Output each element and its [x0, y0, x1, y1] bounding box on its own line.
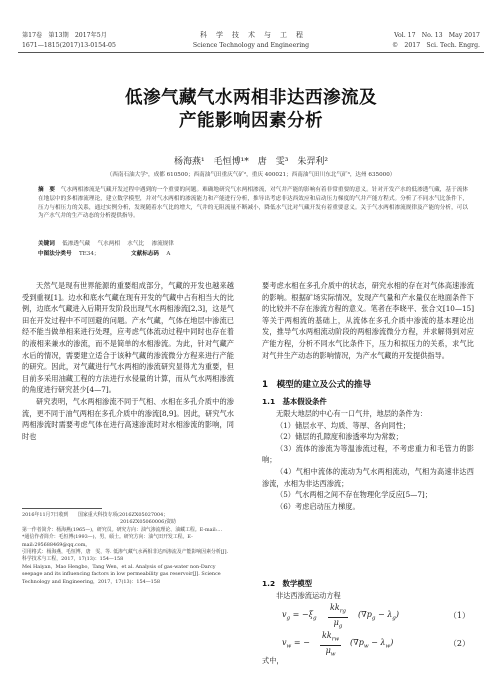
- header-issn: 1671—1815(2017)13-0154-05: [22, 42, 116, 49]
- clc-code: TE34；: [78, 251, 100, 257]
- authors: 杨海燕¹ 毛恒博¹* 唐 雯³ 朱羿利²: [174, 157, 328, 167]
- assumption-item: （2）储层的孔隙度和渗透率均为常数；: [276, 432, 403, 442]
- header-volume: 第17卷 第13期 2017年5月: [22, 32, 107, 39]
- keywords: [38, 240, 468, 249]
- model-intro: 非达西渗流运动方程: [276, 591, 341, 600]
- body-paragraph: 研究表明，气水两相渗流不同于气相、水相在多孔介质中的渗流，更不同于油气两相在多孔介质中的渗流[8,9]。因此，研究气水两相渗流时需要考虑气体在进行高速渗流时对水相渗流的影响，同时也: [22, 396, 234, 441]
- footnote-line: *通信作者简介：毛恒博(1993—)，男，硕士。研究方向：油气田开发工程。E-mail:295688469@qq.com。: [22, 534, 193, 548]
- header-rule: [18, 52, 484, 53]
- header-journal-en: Science Technology and Engineering: [192, 42, 310, 49]
- body-paragraph: 要考虑水相在多孔介质中的状态，研究水相的存在对气体高速渗流的影响。根据矿场实际情况，发现产气量和产水量仅在地面条件下的比较并不存在渗流方程的意义。笔者在李晓平、张合文[10—15]等关于两相流的基础上，从流体在多孔介质中渗流的基本理论出发，推导气水两相流动阶段的两相渗流微分方程，并求解得到对应产能方程，分析不同水气比条件下，压力和拟压力的关系，求气比对气井生产动态的影响情况，为产水气藏的开发提供指导。: [262, 281, 474, 360]
- footnote-line: 引用格式：杨海燕，毛恒博，唐 雯，等. 低渗气藏气水两相非达西渗流及产能影响因素分析[J]. 科学技术与工程，2017，17(13)：154—158: [22, 549, 229, 563]
- keyword-item: 水气比: [127, 241, 145, 247]
- keyword-item: 低渗透气藏: [62, 241, 91, 247]
- classification: [38, 250, 468, 259]
- footnote-line: 第一作者简介：杨海燕(1965—)，研究员。研究方向：油气渗流理论、油藏工程。E-mail:…: [22, 526, 223, 533]
- footnote-line: 2016ZX05060006)资助: [120, 519, 176, 526]
- keyword-item: 气水两相: [97, 241, 120, 247]
- section-1-1-heading: 1.1 基本假设条件: [262, 397, 327, 406]
- footnote: [22, 512, 234, 586]
- assumptions: [262, 408, 474, 512]
- assumption-intro: 无限大地层的中心有一口气井，地层的条件为：: [276, 409, 427, 418]
- left-column: [22, 280, 234, 442]
- equation-2-number: （2）: [448, 639, 470, 648]
- keywords-label: 关键词: [38, 241, 55, 247]
- body-paragraph: 天然气是现有世界能源的重要组成部分，气藏的开发也越来越受到重视[1]。边水和底水气藏在现有开发的气藏中占有相当大的比例，边底水气藏进入后期开发阶段出现气水两相渗流[2,3]，这是气田在开发过程中不可回避的问题。产水气藏，气体在地层中渗流已经不能当做单相来进行处理，应考虑气体流动过程中同时也存在着的液相来兼水的渗流，而不是简单的水相渗流。为此，针对气藏产水后的情况，需要建立适合于该种气藏的渗流微分方程来进行产能的研究。因此，对气藏进行气水两相的渗流研究显得尤为重要，但目前多采用油藏工程的方法进行水侵量的计算，而从气水两相渗流的角度进行研究甚少[4—7]。: [22, 281, 234, 395]
- footnote-line: Mei Haiyan，Mao Hengbo，Tang Wen，et al. Analysis of gas-water non-Darcy seepage and its influencing factors in low permeability gas reservoir[J]. Science Technology and Engineering，2017，17(13)：154—158: [22, 563, 221, 585]
- header-journal-cn: 科 学 技 术 与 工 程: [200, 31, 304, 39]
- right-column-intro: [262, 280, 474, 361]
- doc-code-label: 文献标志码: [131, 251, 160, 257]
- assumption-item: （1）储层水平、均质、等厚、各向同性；: [276, 420, 410, 430]
- assumption-item: （4）气相中流体的流动为气水两相流动，气相为高速非达西渗流，水相为非达西渗流；: [262, 466, 474, 488]
- assumption-item: （6）考虑启动压力梯度。: [276, 501, 360, 511]
- footnote-rule: [22, 508, 102, 509]
- paper-title-line1: 低渗气藏气水两相非达西渗流及: [125, 88, 377, 108]
- section-1-heading: 1 模型的建立及公式的推导: [262, 380, 372, 390]
- keyword-item: 渗流规律: [151, 241, 174, 247]
- equation-1-number: （1）: [448, 611, 470, 620]
- abstract-label: 摘 要: [38, 187, 55, 193]
- equation-1: $v_g = -\xi_g$ $\frac{kk_{rg}}{\mu_g}$ $(\nabla p_g - \lambda_g)$ （1）: [282, 603, 470, 630]
- paper-title-line2: 产能影响因素分析: [179, 111, 323, 131]
- clc-label: 中图法分类号: [38, 251, 72, 257]
- equation-tail: 式中，: [262, 656, 284, 665]
- assumption-item: （3）流体的渗流为等温渗流过程，不考虑重力和毛管力的影响；: [262, 443, 474, 465]
- model-intro-wrap: [262, 590, 474, 602]
- section-1-2-heading: 1.2 数学模型: [262, 579, 313, 588]
- abstract-text: 气水两相渗流是气藏开发过程中遇到的一个重要的问题。难确地研究气水两相渗流，对气井产能的影响有着非常重要的意义。针对开发产水的低渗透气藏，基于流体在地层中的多相渗流理论，建立数学模型，并对气水两相的渗流能力和产能进行分析，推导出考虑非达西效应和启动压力梯度的气井产能方程式。分析了不同水气比条件下，压力与相压力的关系，通过实例分析，发现随着水气比的增大，气井的无阻流量不断减小，降低水气比对气藏开发有着重要意义。关于气水两相渗流规律及产能的分析，可以为产水气井的生产动态的分析提供指导。: [38, 187, 468, 220]
- header-volume-en: Vol. 17 No. 13 May 2017: [394, 32, 480, 39]
- abstract: [38, 186, 468, 221]
- equation-2: $v_w$ = − $\frac{kk_{rw}}{\mu_w}$ $(\nabla p_w - \lambda_w)$ （2）: [282, 631, 470, 658]
- affiliation: （西南石油大学¹，成都 610500；西南油气田重庆气矿²，重庆 400021；西南油气田川东北气矿³，达州 635000）: [106, 172, 396, 178]
- doc-code: A: [166, 251, 171, 257]
- header-copyright: © 2017 Sci. Tech. Engrg.: [392, 42, 480, 49]
- assumption-item: （5）气水两相之间不存在物理化学反应[5—7]；: [276, 490, 432, 500]
- footnote-line: 2016年11月7日收到 国家重大科技专项(2016ZX05027004；: [22, 512, 169, 518]
